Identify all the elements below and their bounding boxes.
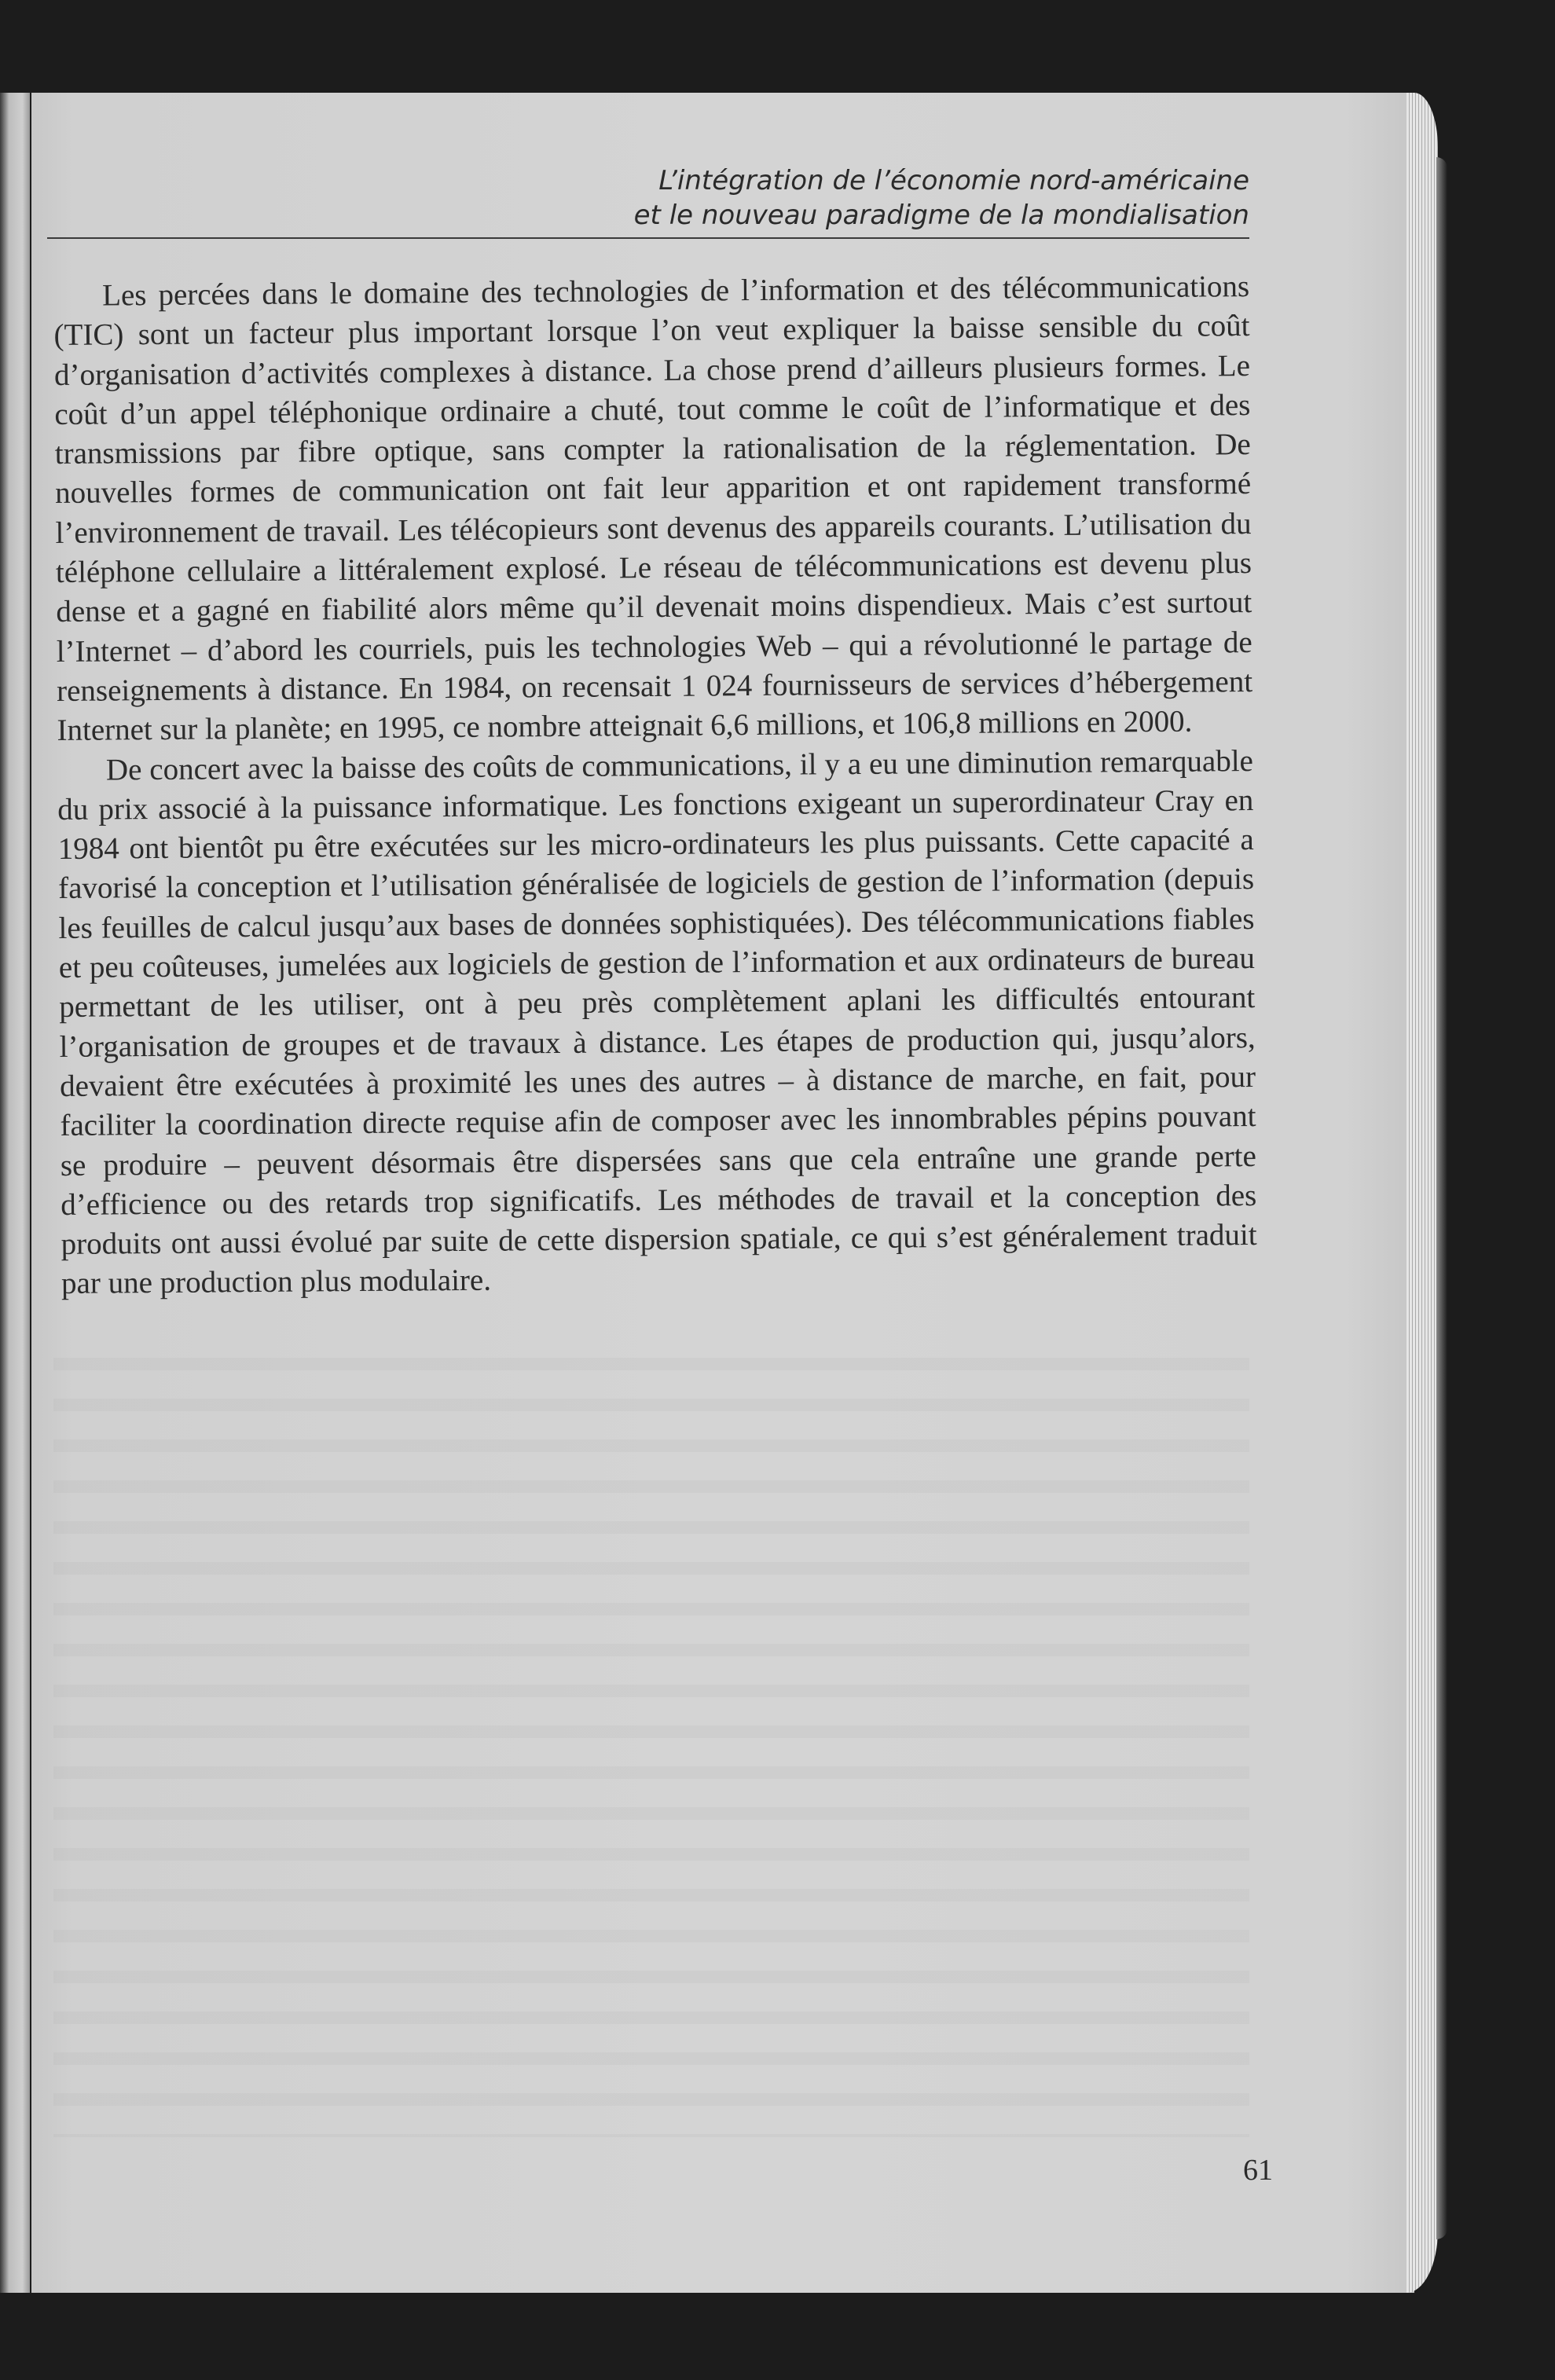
body-text — [53, 267, 1257, 1304]
page-stack-shadow — [1436, 157, 1447, 2239]
page-stack-edges — [1406, 93, 1438, 2293]
paragraph-2: De concert avec la baisse des coûts de communications, il y a eu une diminution remarquable du prix associé à la puissance informatique. Les fonctions exigeant un superordinateur Cray en 1984 ont bientôt pu être exécutées sur les micro-ordinateurs les plus puissants. Cette capacité a favorisé la conception et l’utilisation généralisée de logiciels de gestion de l’information (depuis les feuilles de calcul jusqu’aux bases de données sophistiquées). Des télécommunications fiables et peu coûteuses, jumelées aux logiciels de gestion de l’information et aux ordinateurs de bureau permettant de les utiliser, ont à peu près complètement aplani les difficultés entourant l’organisation de groupes et de travaux à distance. Les étapes de production qui, jusqu’alors, devaient être exécutées à proximité les unes des autres – à distance de marche, en fait, pour faciliter la coordination directe requise afin de composer avec les innombrables pépins pouvant se produire – peuvent désormais être dispersées sans que cela entraîne une grande perte d’efficience ou des retards trop significatifs. Les méthodes de travail et la conception des produits ont aussi évolué par suite de cette dispersion spatiale, ce qui s’est généralement traduit par une production plus modulaire. — [57, 743, 1257, 1301]
page-number: 61 — [1243, 2154, 1273, 2187]
reverse-side-show-through — [53, 1336, 1249, 2137]
running-header-line-2: et le nouveau paradigme de la mondialisation — [633, 200, 1249, 231]
running-header — [47, 163, 1249, 239]
paragraph-1: Les percées dans le domaine des technologies de l’information et des télécommunications (TIC) sont un facteur plus important lorsque l’on veut expliquer la baisse sensible du coût d’organisation d’activités complexes à distance. La chose prend d’ailleurs plusieurs formes. Le coût d’un appel téléphonique ordinaire a chuté, tout comme le coût de l’informatique et des transmissions par fibre optique, sans compter la rationalisation de la réglementation. De nouvelles formes de communication ont fait leur apparition et ont rapidement transformé l’environnement de travail. Les télécopieurs sont devenus des appareils courants. L’utilisation du téléphone cellulaire a littéralement explosé. Le réseau de télécommunications est devenu plus dense et a gagné en fiabilité alors même qu’il devenait moins dispendieux. Mais c’est surtout l’Internet – d’abord les courriels, puis les technologies Web – qui a révolutionné le partage de renseignements à distance. En 1984, on recensait 1 024 fournisseurs de services d’hébergement Internet sur la planète; en 1995, ce nombre atteignait 6,6 millions, et 106,8 millions en 2000. — [53, 270, 1253, 748]
running-header-line-1: L’intégration de l’économie nord-américaine — [658, 165, 1249, 196]
previous-page-edge — [0, 93, 30, 2293]
